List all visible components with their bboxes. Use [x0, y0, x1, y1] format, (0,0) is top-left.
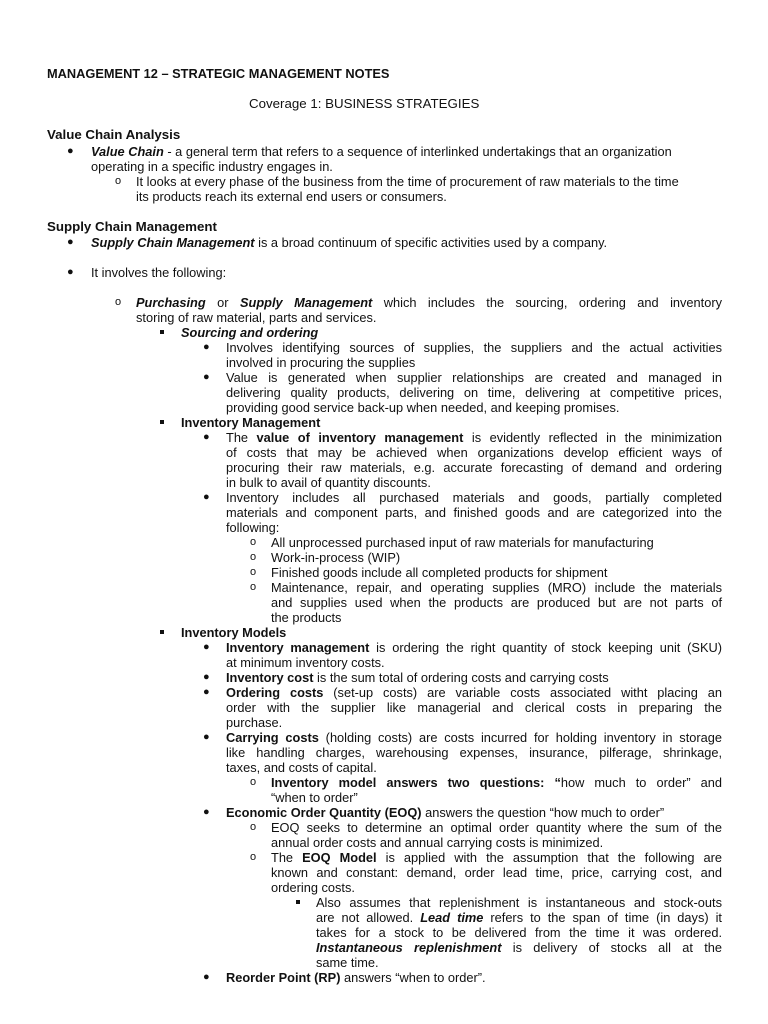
bullet-icon: ● — [203, 731, 210, 743]
inventory-item-2: Inventory includes all purchased materials and goods, partially completed — [226, 490, 722, 505]
sourcing-item-2-cont: delivering quality products, delivering on time, delivering at competitive prices, — [226, 385, 722, 400]
coverage-heading: Coverage 1: BUSINESS STRATEGIES — [249, 96, 480, 111]
model-question-line-cont: “when to order” — [271, 790, 358, 805]
inventory-item-1-cont: of costs that may be achieved when organizations develop efficient ways of — [226, 445, 722, 460]
bullet-icon: ● — [203, 971, 210, 983]
eoq-assumption-cont: takes for a stock to be delivered from the time it was ordered. — [316, 925, 722, 940]
circle-bullet-icon: o — [250, 581, 257, 593]
square-bullet-icon — [160, 630, 164, 634]
sourcing-item-2: Value is generated when supplier relationships are created and managed in — [226, 370, 722, 385]
bullet-icon: ● — [203, 341, 210, 353]
category-item: Maintenance, repair, and operating supplies (MRO) include the materials — [271, 580, 722, 595]
reorder-point-item: Reorder Point (RP) answers “when to order”. — [226, 970, 486, 985]
inventory-item-2-cont: following: — [226, 520, 280, 535]
model-item-4-cont: taxes, and costs of capital. — [226, 760, 377, 775]
inventory-models-heading: Inventory Models — [181, 625, 287, 640]
model-item-4: Carrying costs (holding costs) are costs incurred for holding inventory in storage — [226, 730, 722, 745]
eoq-sub-2-cont: ordering costs. — [271, 880, 355, 895]
eoq-sub-1-cont: annual order costs and annual carrying costs is minimized. — [271, 835, 604, 850]
eoq-assumption: Also assumes that replenishment is instantaneous and stock-outs — [316, 895, 722, 910]
supply-chain-heading: Supply Chain Management — [47, 219, 217, 234]
square-bullet-icon — [160, 420, 164, 424]
category-item-cont: and supplies used when the products are produced but are not parts of — [271, 595, 722, 610]
model-item-3-cont: order with the supplier like managerial and clerical costs in preparing the — [226, 700, 722, 715]
circle-bullet-icon: o — [250, 851, 257, 863]
square-bullet-icon — [296, 900, 300, 904]
bullet-icon: ● — [203, 686, 210, 698]
value-chain-definition-cont: operating in a specific industry engages in. — [91, 159, 333, 174]
purchasing-line-cont: storing of raw material, parts and services. — [136, 310, 377, 325]
eoq-sub-1: EOQ seeks to determine an optimal order quantity where the sum of the — [271, 820, 722, 835]
model-question-line: Inventory model answers two questions: “how much to order” and — [271, 775, 722, 790]
bullet-icon: ● — [203, 806, 210, 818]
inventory-item-1: The value of inventory management is evidently reflected in the minimization — [226, 430, 722, 445]
document-title: MANAGEMENT 12 – STRATEGIC MANAGEMENT NOTES — [47, 66, 390, 81]
bullet-icon: ● — [203, 491, 210, 503]
bullet-icon: ● — [203, 431, 210, 443]
category-item-cont: the products — [271, 610, 342, 625]
category-item: Work-in-process (WIP) — [271, 550, 401, 565]
sourcing-heading: Sourcing and ordering — [181, 325, 319, 340]
inventory-item-1-cont: in bulk to avail of quantity discounts. — [226, 475, 431, 490]
value-chain-heading: Value Chain Analysis — [47, 127, 181, 142]
eoq-sub-2-cont: known and constant: demand, order lead time, price, carrying cost, and — [271, 865, 722, 880]
category-item: All unprocessed purchased input of raw materials for manufacturing — [271, 535, 654, 550]
model-item-2: Inventory cost is the sum total of ordering costs and carrying costs — [226, 670, 609, 685]
value-chain-sub: It looks at every phase of the business from the time of procurement of raw materials to the time — [136, 174, 679, 189]
bullet-icon: ● — [67, 145, 74, 157]
model-item-3: Ordering costs (set-up costs) are variable costs associated witht placing an — [226, 685, 722, 700]
circle-bullet-icon: o — [250, 536, 257, 548]
eoq-assumption-cont: Instantaneous replenishment is delivery of stocks all at the — [316, 940, 722, 955]
bullet-icon: ● — [67, 236, 74, 248]
square-bullet-icon — [160, 330, 164, 334]
sourcing-item-1: Involves identifying sources of supplies, the suppliers and the actual activities — [226, 340, 722, 355]
model-item-1-cont: at minimum inventory costs. — [226, 655, 385, 670]
model-item-3-cont: purchase. — [226, 715, 283, 730]
circle-bullet-icon: o — [115, 175, 122, 187]
supply-chain-definition: Supply Chain Management is a broad continuum of specific activities used by a company. — [91, 235, 608, 250]
purchasing-line: Purchasing or Supply Management which includes the sourcing, ordering and inventory — [136, 295, 722, 310]
bullet-icon: ● — [203, 671, 210, 683]
sourcing-item-1-cont: involved in procuring the supplies — [226, 355, 416, 370]
value-chain-sub-cont: its products reach its external end users or consumers. — [136, 189, 447, 204]
inventory-item-2-cont: materials and component parts, and finished goods and are categorized into the — [226, 505, 722, 520]
model-item-4-cont: like handling charges, warehousing expenses, insurance, pilferage, shrinkage, — [226, 745, 722, 760]
inventory-item-1-cont: procuring their raw materials, e.g. accurate forecasting of demand and ordering — [226, 460, 722, 475]
eoq-sub-2: The EOQ Model is applied with the assumption that the following are — [271, 850, 722, 865]
circle-bullet-icon: o — [250, 776, 257, 788]
bullet-icon: ● — [67, 266, 74, 278]
eoq-assumption-cont: are not allowed. Lead time refers to the span of time (in days) it — [316, 910, 722, 925]
value-chain-definition: Value Chain - a general term that refers to a sequence of interlinked undertakings that an organization — [91, 144, 672, 159]
involves-text: It involves the following: — [91, 265, 227, 280]
circle-bullet-icon: o — [115, 296, 122, 308]
eoq-assumption-cont: same time. — [316, 955, 379, 970]
circle-bullet-icon: o — [250, 566, 257, 578]
bullet-icon: ● — [203, 371, 210, 383]
circle-bullet-icon: o — [250, 551, 257, 563]
bullet-icon: ● — [203, 641, 210, 653]
eoq-item: Economic Order Quantity (EOQ) answers the question “how much to order” — [226, 805, 665, 820]
circle-bullet-icon: o — [250, 821, 257, 833]
inventory-management-heading: Inventory Management — [181, 415, 321, 430]
sourcing-item-2-cont: providing good service back-up when needed, and keeping promises. — [226, 400, 620, 415]
model-item-1: Inventory management is ordering the right quantity of stock keeping unit (SKU) — [226, 640, 723, 655]
category-item: Finished goods include all completed products for shipment — [271, 565, 608, 580]
